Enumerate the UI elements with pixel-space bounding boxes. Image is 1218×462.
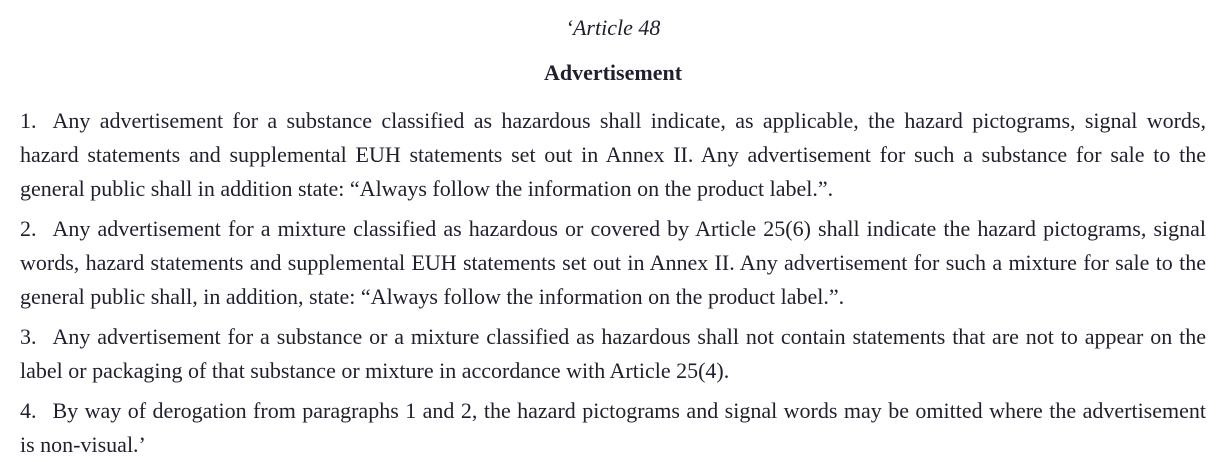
paragraph-3 <box>20 320 1206 388</box>
paragraph-4 <box>20 394 1206 462</box>
paragraph-4-text: By way of derogation from paragraphs 1 and 2, the hazard pictograms and signal words may be omitted where the advertisement is non-visual.’ <box>20 398 1206 457</box>
article-body <box>20 104 1206 462</box>
paragraph-1-text: Any advertisement for a substance classified as hazardous shall indicate, as applicable, the hazard pictograms, signal words, hazard statements and supplemental EUH statements set out in Annex II. Any advertisement for such a substance for sale to the general public shall in addition state: “Always follow the information on the product label.”. <box>20 108 1206 201</box>
paragraph-3-number: 3. <box>20 324 37 349</box>
paragraph-1-number: 1. <box>20 108 37 133</box>
paragraph-2-text: Any advertisement for a mixture classified as hazardous or covered by Article 25(6) shall indicate the hazard pictograms, signal words, hazard statements and supplemental EUH statements set out in Annex II. Any advertisement for such a mixture for sale to the general public shall, in addition, state: “Always follow the information on the product label.”. <box>20 216 1206 309</box>
paragraph-2 <box>20 212 1206 314</box>
paragraph-2-number: 2. <box>20 216 37 241</box>
paragraph-3-text: Any advertisement for a substance or a mixture classified as hazardous shall not contain statements that are not to appear on the label or packaging of that substance or mixture in accordance with Article 25(4). <box>20 324 1206 383</box>
article-heading: ‘Article 48 <box>565 15 661 40</box>
section-title: Advertisement <box>543 60 683 85</box>
paragraph-4-number: 4. <box>20 398 37 423</box>
paragraph-1 <box>20 104 1206 206</box>
